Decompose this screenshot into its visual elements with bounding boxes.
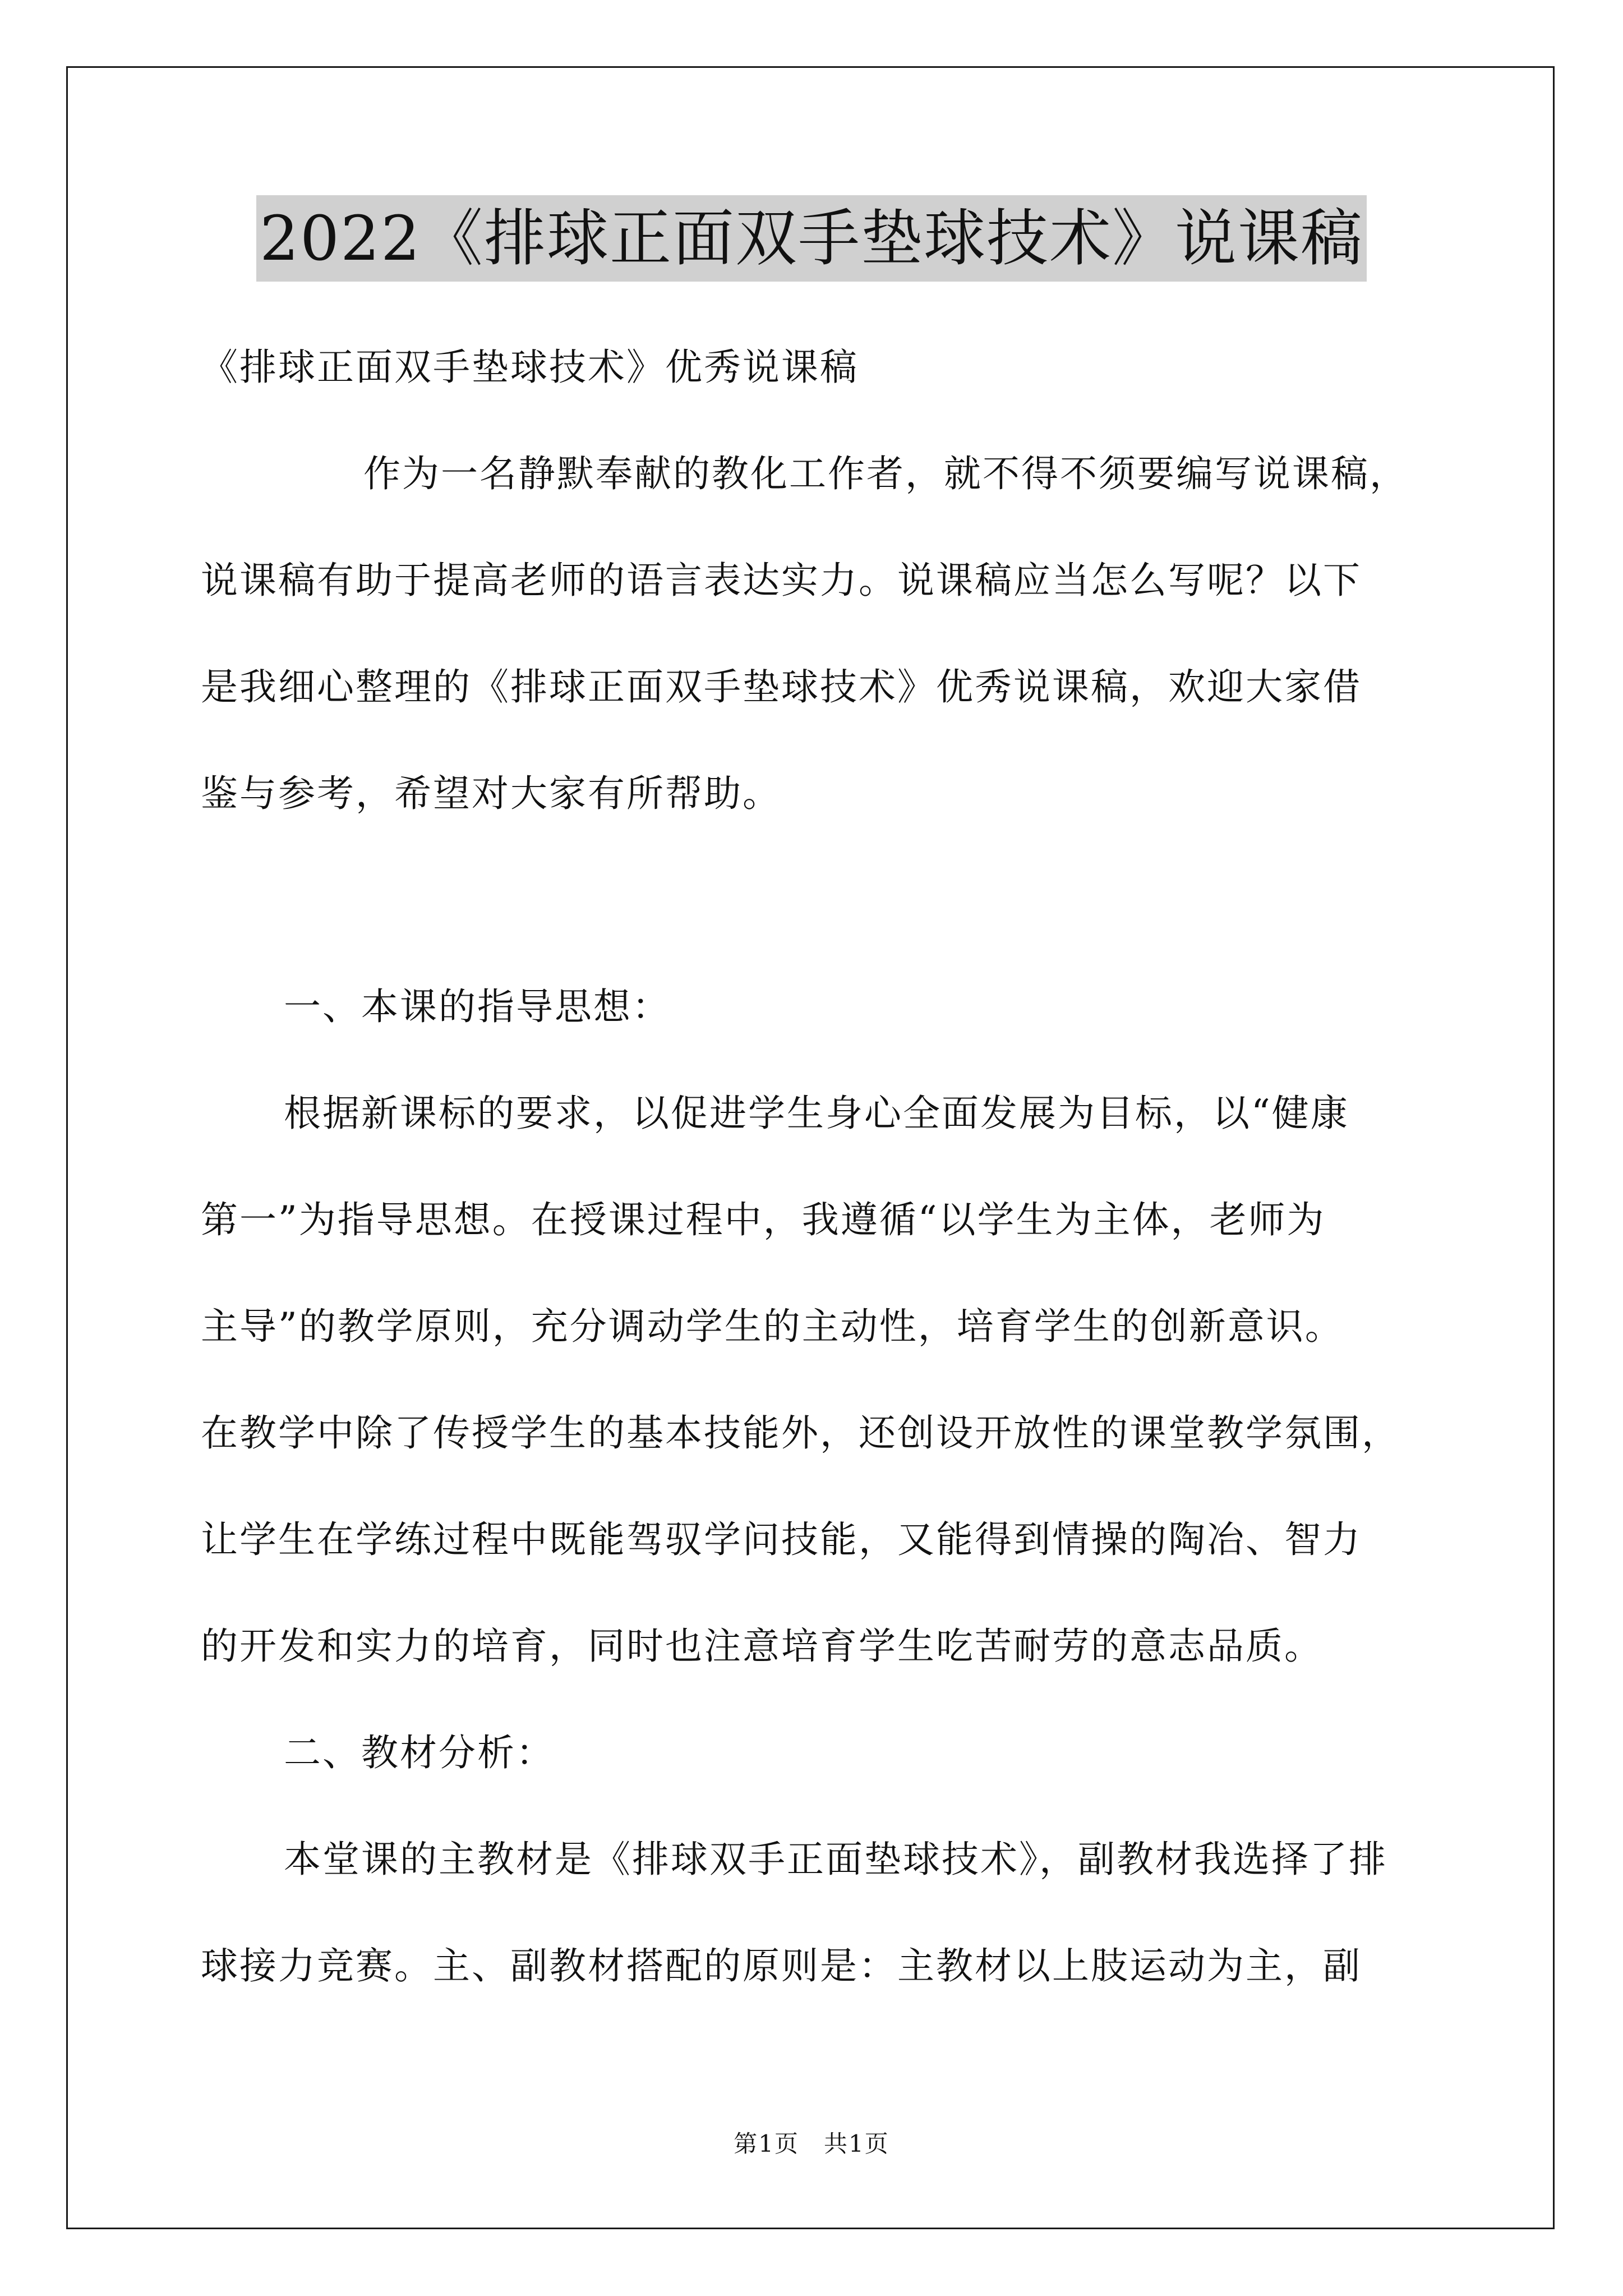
section1-paragraph-line: 第一”为指导思想。在授课过程中，我遵循“以学生为主体，老师为 <box>201 1198 1326 1241</box>
intro-paragraph-line: 是我细心整理的《排球正面双手垫球技术》优秀说课稿，欢迎大家借 <box>201 665 1362 708</box>
page-number-footer: 第1页 共1页 <box>734 2130 889 2157</box>
section1-paragraph-line: 的开发和实力的培育，同时也注意培育学生吃苦耐劳的意志品质。 <box>201 1625 1323 1668</box>
section1-paragraph-line: 让学生在学练过程中既能驾驭学问技能，又能得到情操的陶冶、智力 <box>201 1518 1362 1561</box>
section2-paragraph-line: 本堂课的主教材是《排球双手正面垫球技术》，副教材我选择了排 <box>284 1838 1387 1881</box>
intro-paragraph-line: 作为一名静默奉献的教化工作者，就不得不须要编写说课稿， <box>363 452 1408 495</box>
section1-paragraph-line: 在教学中除了传授学生的基本技能外，还创设开放性的课堂教学氛围， <box>201 1411 1400 1455</box>
intro-paragraph-line: 鉴与参考，希望对大家有所帮助。 <box>201 772 781 815</box>
section2-paragraph-line: 球接力竞赛。主、副教材搭配的原则是：主教材以上肢运动为主，副 <box>201 1944 1362 1987</box>
document-title: 2022《排球正面双手垫球技术》说课稿 <box>256 195 1367 282</box>
document-body <box>201 314 1449 2019</box>
document-subtitle: 《排球正面双手垫球技术》优秀说课稿 <box>201 346 859 389</box>
title-container <box>0 195 1623 282</box>
section-heading-guiding-thought: 一、本课的指导思想： <box>284 985 671 1028</box>
section-heading-material-analysis: 二、教材分析： <box>284 1731 555 1774</box>
intro-paragraph-line: 说课稿有助于提高老师的语言表达实力。说课稿应当怎么写呢？以下 <box>201 559 1362 602</box>
paragraph-spacer <box>201 847 1449 954</box>
section1-paragraph-line: 根据新课标的要求，以促进学生身心全面发展为目标，以“健康 <box>284 1092 1349 1135</box>
section1-paragraph-line: 主导”的教学原则，充分调动学生的主动性，培育学生的创新意识。 <box>201 1305 1344 1348</box>
